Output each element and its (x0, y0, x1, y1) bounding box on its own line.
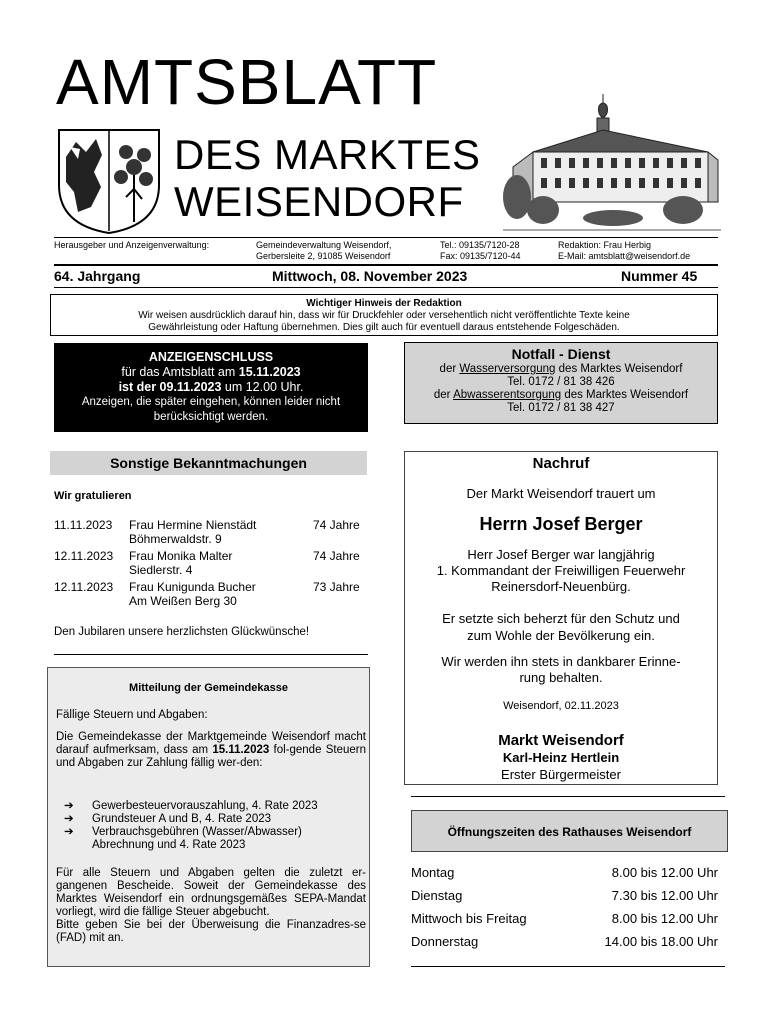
notice-line2: Gewährleistung oder Haftung übernehmen. Dies gilt auch für eventuell daraus entstehende Folgeschäden. (148, 322, 620, 333)
hours-time: 8.00 bis 12.00 Uhr (611, 911, 718, 926)
birthday-date: 12.11.2023 (54, 580, 114, 594)
nachruf-p2-l1: Er setzte sich beherzt für den Schutz und (442, 611, 680, 626)
birthday-street: Siedlerstr. 4 (129, 563, 193, 577)
hours-time: 7.30 bis 12.00 Uhr (611, 888, 718, 903)
kasse-title: Mitteilung der Gemeindekasse (129, 682, 288, 694)
hours-row (411, 888, 718, 903)
birthday-age: 74 Jahre (313, 518, 360, 532)
masthead-town: WEISENDORF (174, 178, 464, 225)
editor-notice (50, 294, 718, 336)
notfall-box (404, 342, 718, 424)
anz-line2 (54, 380, 368, 395)
publisher-email[interactable]: E-Mail: amtsblatt@weisendorf.de (558, 251, 691, 261)
notfall-w-pre: der (439, 363, 460, 375)
coat-of-arms-icon (56, 127, 162, 235)
masthead-title: AMTSBLATT (56, 46, 438, 118)
arrow-icon: ➔ (64, 800, 74, 812)
birthday-name: Frau Monika Malter (129, 549, 233, 563)
anz-deadline: ist der 09.11.2023 (118, 380, 222, 394)
birthday-street: Am Weißen Berg 30 (129, 594, 237, 608)
hours-row (411, 911, 718, 926)
kasse-item-text: Grundsteuer A und B, 4. Rate 2023 (92, 813, 272, 825)
nachruf-p3-l1: Wir werden ihn stets in dankbarer Erinne- (441, 654, 681, 669)
anz-line1 (54, 365, 368, 380)
birthday-name: Frau Hermine Nienstädt (129, 518, 257, 532)
anz-line1-text: für das Amtsblatt am (121, 365, 239, 379)
publisher-label: Herausgeber und Anzeigenverwaltung: (54, 240, 210, 250)
notfall-a-pre: der (433, 389, 454, 401)
arrow-icon: ➔ (64, 826, 74, 838)
oeffnungszeiten-heading: Öffnungszeiten des Rathauses Weisendorf (411, 810, 728, 852)
kasse-para1 (56, 731, 366, 770)
notice-title: Wichtiger Hinweis der Redaktion (306, 298, 462, 309)
nachruf-para1 (405, 547, 717, 595)
birthday-age: 74 Jahre (313, 549, 360, 563)
publisher-tel: Tel.: 09135/7120-28 (440, 240, 520, 250)
birthday-date: 11.11.2023 (54, 518, 113, 532)
publisher-editor: Redaktion: Frau Herbig (558, 240, 652, 250)
birthday-date: 12.11.2023 (54, 549, 114, 563)
nachruf-sign-org: Markt Weisendorf (498, 732, 624, 749)
nachruf-name: Herrn Josef Berger (479, 514, 643, 534)
kasse-item-text: Gewerbesteuervorauszahlung, 4. Rate 2023 (92, 800, 318, 812)
kasse-item-cont: Abrechnung und 4. Rate 2023 (92, 839, 246, 851)
notfall-title: Notfall - Dienst (511, 346, 611, 362)
masthead-subtitle: DES MARKTES (174, 131, 481, 178)
notfall-water-tel: Tel. 0172 / 81 38 426 (507, 376, 615, 388)
issue-date: Mittwoch, 08. November 2023 (272, 268, 468, 284)
jubilee-closing: Den Jubilaren unsere herzlichsten Glückwünsche! (54, 626, 310, 638)
nachruf-p1-l2: 1. Kommandant der Freiwilligen Feuerwehr (436, 563, 686, 578)
hours-time: 8.00 bis 12.00 Uhr (611, 865, 718, 880)
nachruf-p1-l3: Reinersdorf-Neuenbürg. (491, 579, 631, 594)
kasse-item (64, 800, 374, 813)
notfall-w-post: des Marktes Weisendorf (555, 363, 683, 375)
hours-day: Donnerstag (411, 934, 479, 949)
hours-day: Mittwoch bis Freitag (411, 911, 527, 926)
kasse-item (64, 813, 374, 826)
nachruf-p1-l1: Herr Josef Berger war langjährig (467, 547, 655, 562)
publisher-fax: Fax: 09135/7120-44 (440, 251, 521, 261)
notfall-waste-link: Abwasserentsorgung (453, 389, 562, 401)
arrow-icon: ➔ (64, 813, 74, 825)
anz-date: 15.11.2023 (238, 365, 301, 379)
hours-row (411, 865, 718, 880)
kasse-intro: Fällige Steuern und Abgaben: (56, 709, 208, 721)
notfall-water-link: Wasserversorgung (459, 363, 556, 375)
anz-time: um 12.00 Uhr. (221, 380, 304, 394)
nachruf-para3 (405, 654, 717, 686)
nachruf-intro: Der Markt Weisendorf trauert um (466, 486, 656, 501)
nachruf-para2 (405, 610, 717, 644)
birthday-age: 73 Jahre (313, 580, 360, 594)
nachruf-place-date: Weisendorf, 02.11.2023 (503, 700, 619, 712)
birthday-street: Böhmerwaldstr. 9 (129, 532, 222, 546)
notfall-waste (405, 389, 717, 402)
gemeindekasse-box (47, 667, 370, 967)
hours-day: Dienstag (411, 888, 463, 903)
anz-line4: berücksichtigt werden. (153, 411, 269, 423)
nachruf-p2-l2: zum Wohle der Bevölkerung ein. (467, 628, 655, 643)
publisher-office: Gemeindeverwaltung Weisendorf, (256, 240, 392, 250)
nachruf-title: Nachruf (532, 455, 590, 472)
birthday-name: Frau Kunigunda Bucher (129, 580, 256, 594)
hours-time: 14.00 bis 18.00 Uhr (604, 934, 718, 949)
kasse-para3: Bitte geben Sie bei der Überweisung die Finanzadres-se (FAD) mit an. (56, 919, 366, 944)
anz-line3: Anzeigen, die später eingehen, können leider nicht (81, 396, 341, 408)
notfall-a-post: des Marktes Weisendorf (561, 389, 689, 401)
kasse-para1-post: fol-gende Steuern und Abgaben zur Zahlung fällig wer-den: (56, 744, 366, 769)
notice-line1: Wir weisen ausdrücklich darauf hin, dass wir für Druckfehler oder versehentlich nicht veröffentlichte Texte keine (138, 310, 630, 321)
nachruf-p3-l2: rung behalten. (519, 670, 603, 685)
notfall-water (405, 363, 717, 376)
issue-volume: 64. Jahrgang (54, 268, 141, 284)
kasse-item (64, 826, 374, 839)
publisher-address: Gerbersleite 2, 91085 Weisendorf (256, 251, 391, 261)
kasse-item-text: Verbrauchsgebühren (Wasser/Abwasser) (92, 826, 302, 838)
section-heading: Sonstige Bekanntmachungen (50, 451, 367, 475)
gratulieren-heading: Wir gratulieren (54, 490, 132, 502)
nachruf-sign-role: Erster Bürgermeister (501, 767, 621, 782)
notfall-waste-tel: Tel. 0172 / 81 38 427 (507, 402, 615, 414)
nachruf-sign-name: Karl-Heinz Hertlein (502, 750, 620, 765)
nachruf-box (404, 451, 718, 785)
kasse-due-date: 15.11.2023 (212, 744, 270, 756)
hours-day: Montag (411, 865, 455, 880)
hours-row (411, 934, 718, 949)
castle-illustration (503, 92, 721, 234)
issue-number: Nummer 45 (621, 268, 698, 284)
kasse-para1-pre: Die Gemeindekasse der Marktgemeinde Weisendorf macht darauf aufmerksam, dass am (56, 731, 366, 756)
kasse-para2: Für alle Steuern und Abgaben gelten die zuletzt er-gangenen Bescheide. Soweit der Gemeindekasse des Marktes Weisendorf ein ordnungsgemäßes SEPA-Mandat vorliegt, wird die fällige Steuer abgebucht. (56, 867, 366, 918)
anzeigenschluss-box (54, 343, 368, 432)
anz-title: ANZEIGENSCHLUSS (148, 350, 274, 364)
